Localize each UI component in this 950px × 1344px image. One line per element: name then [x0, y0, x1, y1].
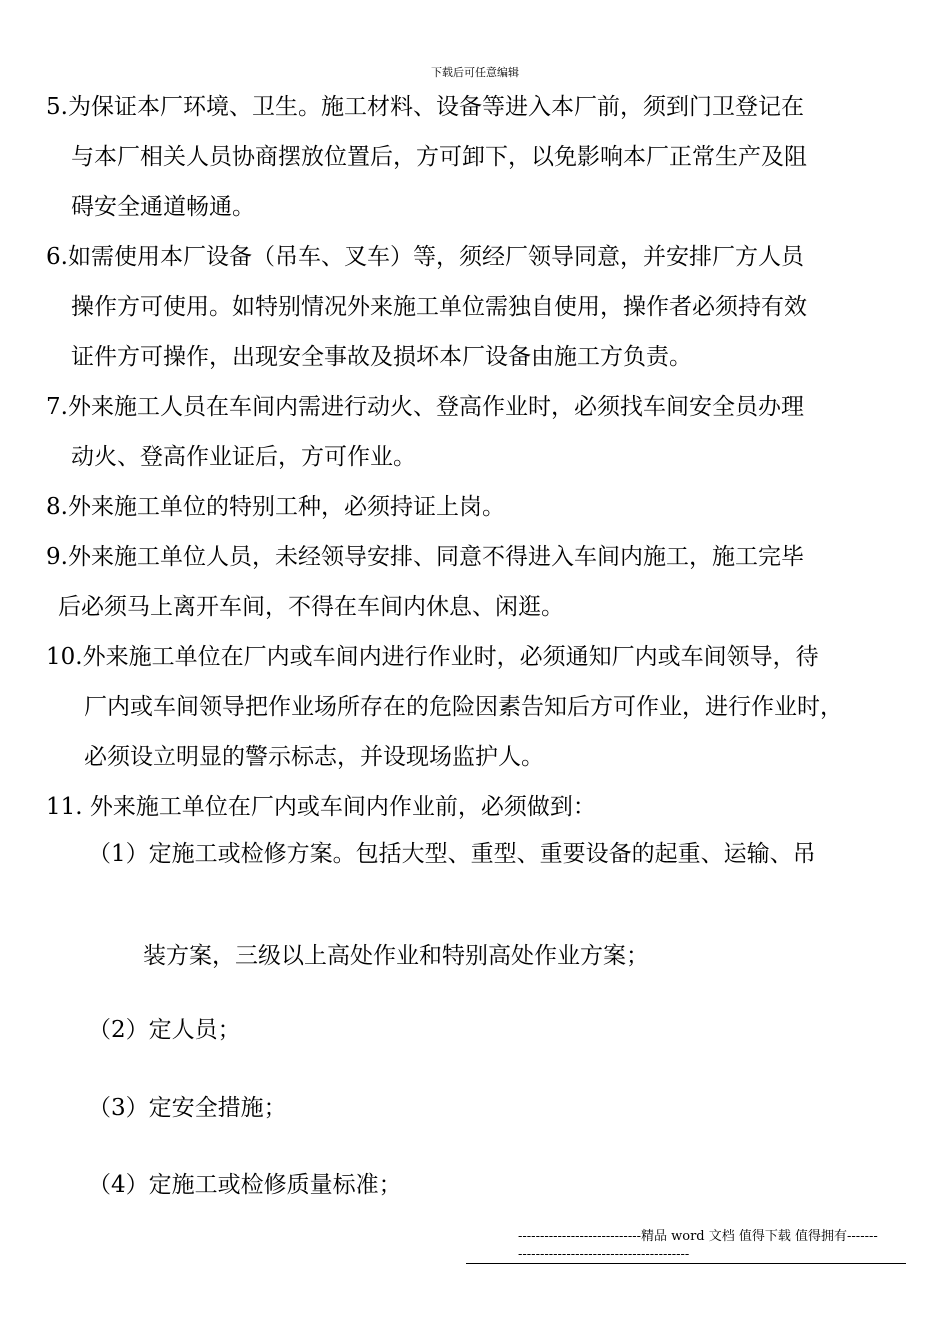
rule-item-5-line-3: 碍安全通道畅通。	[71, 194, 255, 220]
rule-item-7-line-1: 7.外来施工人员在车间内需进行动火、登高作业时，必须找车间安全员办理	[46, 394, 804, 420]
rule-item-5-line-1: 5.为保证本厂环境、卫生。施工材料、设备等进入本厂前，须到门卫登记在	[46, 94, 804, 120]
rule-item-9-line-1: 9.外来施工单位人员，未经领导安排、同意不得进入车间内施工，施工完毕	[46, 544, 804, 570]
footer-divider	[466, 1263, 906, 1264]
rule-item-7	[46, 382, 916, 482]
rule-item-9	[46, 532, 916, 632]
rule-item-10	[46, 632, 916, 782]
subitem-1-line-2: 装方案，三级以上高处作业和特别高处作业方案；	[143, 943, 649, 969]
rule-item-10-line-2: 厂内或车间领导把作业场所存在的危险因素告知后方可作业，进行作业时，	[84, 694, 843, 720]
rule-item-6	[46, 232, 916, 382]
footer-note: ----------------------------精品 word 文档 值得下载 值得拥有----------------------------------------------	[518, 1229, 878, 1262]
rule-item-9-line-2: 后必须马上离开车间，不得在车间内休息、闲逛。	[58, 594, 564, 620]
rule-item-7-line-2: 动火、登高作业证后，方可作业。	[71, 444, 416, 470]
rule-item-10-line-3: 必须设立明显的警示标志，并设现场监护人。	[84, 744, 544, 770]
subitem-1-line-1: （1）定施工或检修方案。包括大型、重型、重要设备的起重、运输、吊	[88, 841, 816, 867]
rule-item-11-line-1: 11. 外来施工单位在厂内或车间内作业前，必须做到：	[46, 794, 596, 820]
rule-item-6-line-3: 证件方可操作，出现安全事故及损坏本厂设备由施工方负责。	[71, 344, 692, 370]
rule-item-11	[46, 782, 916, 832]
rule-item-6-line-1: 6.如需使用本厂设备（吊车、叉车）等，须经厂领导同意，并安排厂方人员	[46, 244, 804, 270]
rule-item-5-line-2: 与本厂相关人员协商摆放位置后，方可卸下，以免影响本厂正常生产及阻	[71, 144, 807, 170]
rule-item-8	[46, 482, 916, 532]
rule-item-8-line-1: 8.外来施工单位的特别工种，必须持证上岗。	[46, 494, 505, 520]
header-note: 下载后可任意编辑	[431, 66, 519, 79]
rule-item-10-line-1: 10.外来施工单位在厂内或车间内进行作业时，必须通知厂内或车间领导，待	[46, 644, 819, 670]
subitem-2: （2）定人员；	[88, 1017, 241, 1043]
subitem-4: （4）定施工或检修质量标准；	[88, 1172, 402, 1198]
rule-item-6-line-2: 操作方可使用。如特别情况外来施工单位需独自使用，操作者必须持有效	[71, 294, 807, 320]
subitem-3: （3）定安全措施；	[88, 1095, 287, 1121]
rule-item-5	[46, 82, 916, 232]
